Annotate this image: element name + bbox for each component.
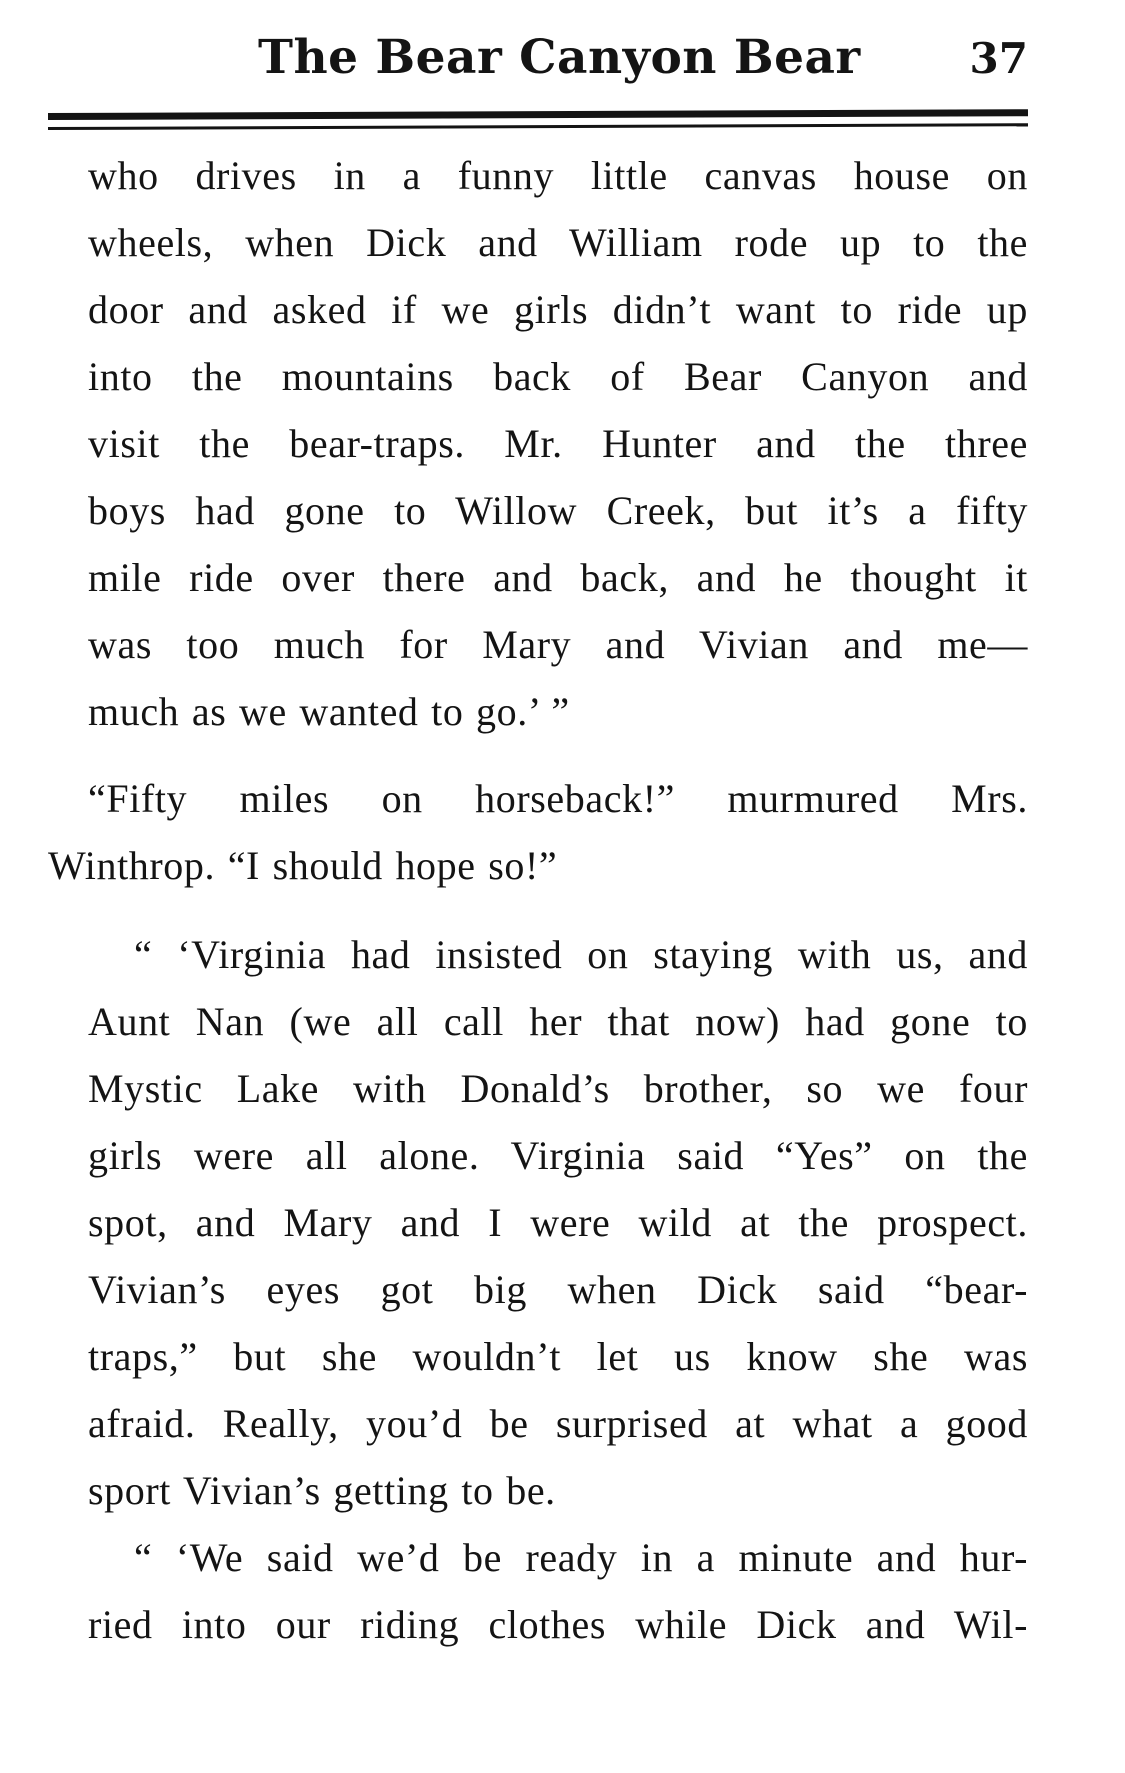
text-line: wheels, when Dick and William rode up to the <box>88 220 1028 265</box>
text-line: was too much for Mary and Vivian and me— <box>88 622 1028 667</box>
paragraph-mrs-winthrop <box>48 765 1028 899</box>
text-line: Mystic Lake with Donald’s brother, so we four <box>88 1066 1028 1111</box>
text-line: traps,” but she wouldn’t let us know she was <box>88 1334 1028 1379</box>
text-line: much as we wanted to go.’ ” <box>88 689 570 734</box>
text-line: door and asked if we girls didn’t want to ride up <box>88 287 1028 332</box>
text-line: girls were all alone. Virginia said “Yes” on the <box>88 1133 1028 1178</box>
paragraph-gap <box>88 745 1028 765</box>
text-line: visit the bear-traps. Mr. Hunter and the three <box>88 421 1028 466</box>
text-line: afraid. Really, you’d be surprised at what a good <box>88 1401 1028 1446</box>
body-text <box>48 142 1028 1658</box>
paragraph-ready <box>88 1524 1028 1658</box>
text-line: into the mountains back of Bear Canyon and <box>88 354 1028 399</box>
text-line: sport Vivian’s getting to be. <box>88 1468 556 1513</box>
text-line: Winthrop. “I should hope so!” <box>48 843 558 888</box>
page-number: 37 <box>969 34 1028 83</box>
paragraph-continued <box>88 142 1028 745</box>
chapter-title: The Bear Canyon Bear <box>258 30 861 85</box>
text-line: Aunt Nan (we all call her that now) had gone to <box>88 999 1028 1044</box>
header-rule-thin <box>48 123 1028 130</box>
text-line: spot, and Mary and I were wild at the prospect. <box>88 1200 1028 1245</box>
text-line: “ ‘We said we’d be ready in a minute and hur- <box>134 1535 1028 1580</box>
text-line: mile ride over there and back, and he thought it <box>88 555 1028 600</box>
text-line: ried into our riding clothes while Dick and Wil- <box>88 1602 1028 1647</box>
paragraph-gap <box>88 899 1028 921</box>
paragraph-virginia <box>88 921 1028 1524</box>
text-line: “Fifty miles on horseback!” murmured Mrs. <box>88 776 1028 821</box>
running-head <box>48 30 1028 100</box>
text-line: who drives in a funny little canvas house on <box>88 153 1028 198</box>
text-line: boys had gone to Willow Creek, but it’s a fifty <box>88 488 1028 533</box>
header-rule-thick <box>48 109 1028 120</box>
text-line: “ ‘Virginia had insisted on staying with us, and <box>134 932 1028 977</box>
text-line: Vivian’s eyes got big when Dick said “bear- <box>88 1267 1028 1312</box>
